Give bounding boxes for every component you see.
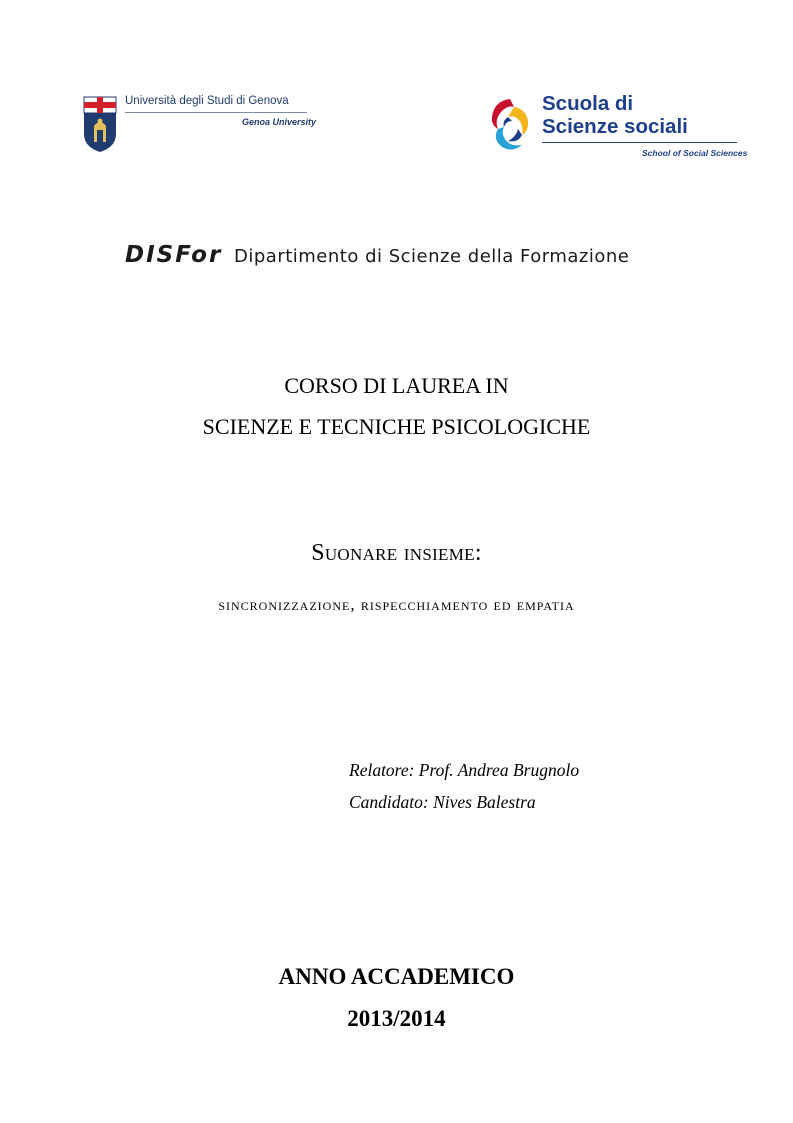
school-name-line2: Scienze sociali bbox=[542, 115, 688, 138]
school-subtitle: School of Social Sciences bbox=[642, 148, 748, 158]
course-line-1: CORSO DI LAUREA IN bbox=[284, 373, 509, 398]
department-name: Dipartimento di Scienze della Formazione bbox=[234, 246, 630, 267]
course-line-2: SCIENZE E TECNICHE PSICOLOGICHE bbox=[202, 414, 591, 439]
genoa-cross-crest-icon bbox=[80, 94, 120, 154]
department-acronym: DISFor bbox=[125, 242, 223, 268]
candidate: Candidato: Nives Balestra bbox=[349, 792, 536, 812]
school-name bbox=[542, 92, 688, 138]
thesis-subtitle: sincronizzazione, rispecchiamento ed empatia bbox=[218, 595, 575, 614]
school-rule bbox=[542, 142, 737, 143]
university-subtitle: Genoa University bbox=[242, 117, 317, 127]
department-banner bbox=[122, 240, 682, 274]
thesis-title: Suonare insieme: bbox=[311, 540, 482, 566]
academic-year-label: ANNO ACCADEMICO bbox=[278, 964, 515, 989]
supervisor: Relatore: Prof. Andrea Brugnolo bbox=[349, 760, 580, 780]
university-rule bbox=[125, 112, 307, 113]
school-name-line1: Scuola di bbox=[542, 92, 634, 115]
academic-year-value: 2013/2014 bbox=[347, 1006, 446, 1031]
university-logo bbox=[80, 94, 317, 156]
school-swirl-icon bbox=[488, 95, 538, 153]
university-name: Università degli Studi di Genova bbox=[125, 95, 289, 107]
school-logo bbox=[488, 92, 748, 164]
